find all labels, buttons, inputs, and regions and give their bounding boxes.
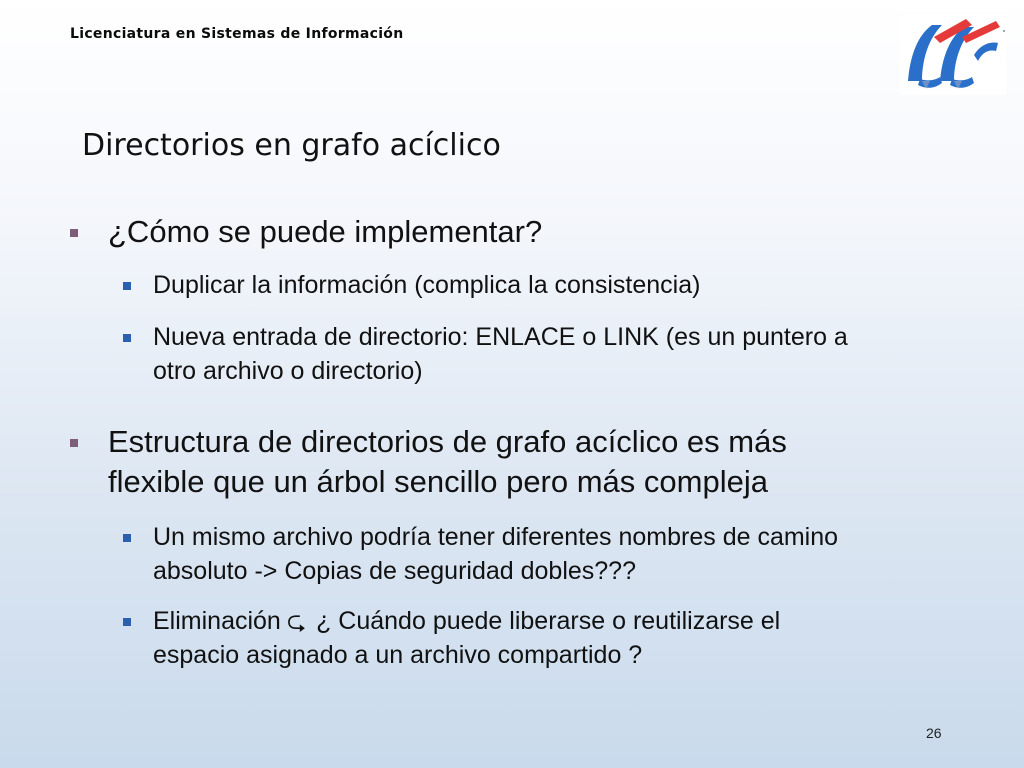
sub-bullet-text: ¿ Cuándo puede liberarse o reutilizarse el (316, 607, 781, 635)
university-logo (900, 15, 1006, 95)
sub-bullet-item (153, 268, 953, 302)
square-bullet-icon (70, 229, 78, 237)
bullet-text: ¿Cómo se puede implementar? (108, 214, 543, 249)
sub-bullet-prefix: Eliminación (153, 607, 281, 635)
bullet-item (108, 212, 908, 252)
sub-bullet-text: Un mismo archivo podría tener diferentes nombres de camino (153, 523, 839, 551)
square-bullet-icon (123, 618, 131, 626)
sub-bullet-text-continuation (153, 554, 953, 588)
square-bullet-icon (123, 282, 131, 290)
bullet-text: flexible que un árbol sencillo pero más compleja (108, 464, 768, 499)
sub-bullet-text: otro archivo o directorio) (153, 357, 423, 385)
sub-bullet-text: absoluto -> Copias de seguridad dobles??? (153, 557, 636, 585)
sub-bullet-item (153, 520, 953, 554)
logo-dot (1003, 30, 1005, 32)
sub-bullet-text: Nueva entrada de directorio: ENLACE o LINK (es un puntero a (153, 323, 848, 351)
sub-bullet-item (153, 604, 953, 638)
sub-bullet-text-continuation (153, 638, 953, 672)
bullet-item (108, 422, 908, 462)
bullet-text: Estructura de directorios de grafo acíclico es más (108, 424, 787, 459)
slide-title: Directorios en grafo acíclico (82, 128, 501, 163)
university-logo-icon (900, 15, 1006, 95)
sub-bullet-item (153, 320, 953, 354)
bullet-text-continuation (108, 462, 908, 502)
square-bullet-icon (70, 439, 78, 447)
arrow-return-icon: ⮎ (286, 607, 307, 635)
sub-bullet-text: espacio asignado a un archivo compartido ? (153, 641, 643, 669)
header-program-name: Licenciatura en Sistemas de Información (70, 26, 404, 42)
sub-bullet-text-continuation (153, 354, 953, 388)
square-bullet-icon (123, 334, 131, 342)
square-bullet-icon (123, 534, 131, 542)
sub-bullet-text: Duplicar la información (complica la consistencia) (153, 271, 701, 299)
page-number: 26 (926, 725, 942, 741)
